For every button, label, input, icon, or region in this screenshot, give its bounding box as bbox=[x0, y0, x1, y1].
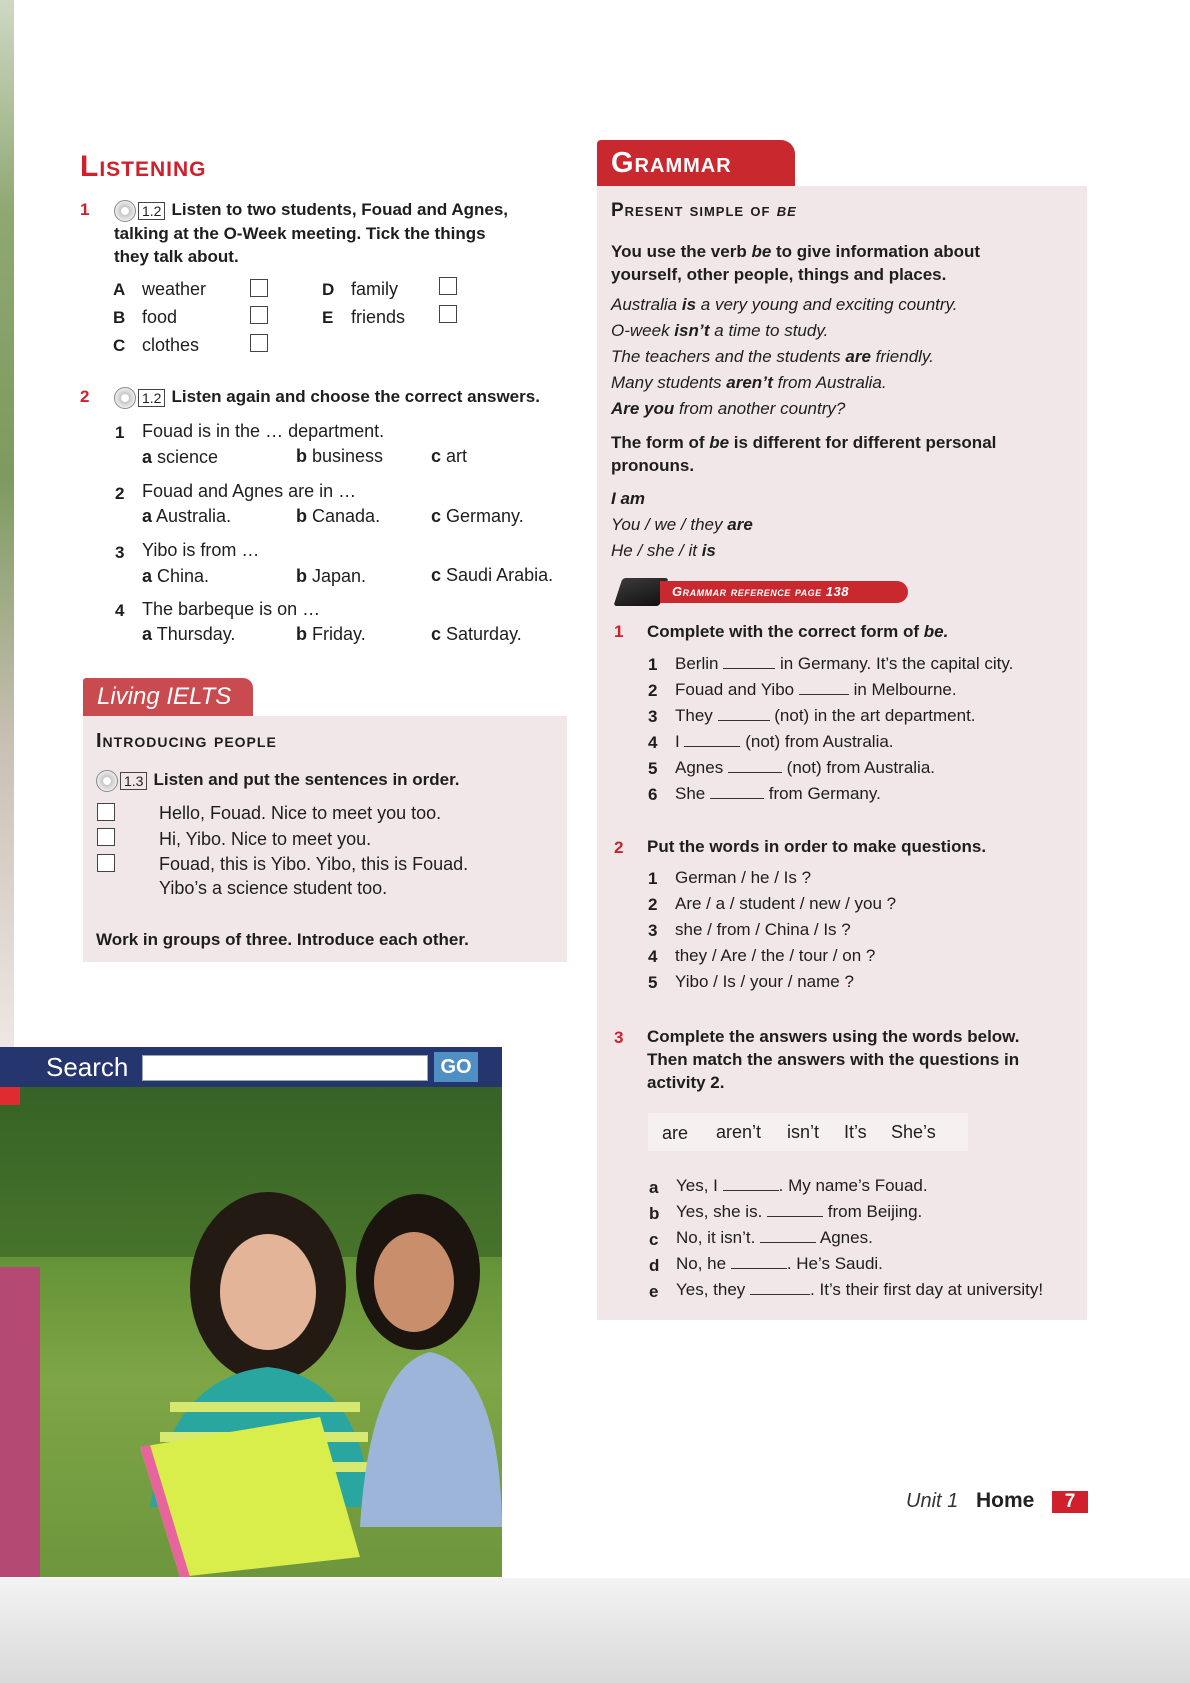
answer-a[interactable]: a science bbox=[142, 447, 219, 467]
blank-input[interactable] bbox=[731, 1268, 787, 1269]
blank-input[interactable] bbox=[718, 720, 770, 721]
ex2-number: 2 bbox=[614, 838, 624, 857]
blank-input[interactable] bbox=[723, 668, 775, 669]
option-e: E bbox=[322, 308, 334, 327]
pronoun-form: I am bbox=[611, 489, 646, 508]
task1-number: 1 bbox=[80, 200, 90, 219]
grammar-tab: Grammar bbox=[597, 140, 795, 186]
option-c: C bbox=[113, 336, 126, 355]
grammar-form-note: The form of be is different for different personal pronouns. bbox=[611, 433, 997, 475]
search-input[interactable] bbox=[142, 1055, 428, 1081]
sentence-order-box[interactable] bbox=[97, 828, 115, 846]
option-d-checkbox[interactable] bbox=[439, 277, 457, 295]
ex2-instruction: Put the words in order to make questions. bbox=[647, 837, 987, 856]
blank-input[interactable] bbox=[767, 1216, 823, 1217]
living-ielts-tab: Living IELTS bbox=[83, 678, 253, 716]
cd-icon bbox=[114, 387, 136, 409]
question-text: Fouad and Agnes are in … bbox=[142, 481, 357, 501]
red-accent bbox=[0, 1087, 20, 1105]
sentence-order-box[interactable] bbox=[97, 854, 115, 872]
ex1-item: 4 bbox=[648, 733, 658, 752]
answer-b[interactable]: b Japan. bbox=[296, 566, 367, 586]
option-e-checkbox[interactable] bbox=[439, 305, 457, 323]
ex3-item-letter: e bbox=[649, 1282, 659, 1301]
word-option: It’s bbox=[844, 1122, 867, 1142]
option-b: B bbox=[113, 308, 126, 327]
task1-instruction: 1.2 Listen to two students, Fouad and Agnes, talking at the O-Week meeting. Tick the things they talk about. bbox=[114, 200, 509, 266]
pronoun-form: He / she / it is bbox=[611, 541, 716, 560]
footer-title: Home bbox=[976, 1489, 1035, 1512]
ex1-item: 3 bbox=[648, 707, 658, 726]
grammar-intro: You use the verb be to give information about yourself, other people, things and places. bbox=[611, 242, 981, 284]
option-e-text: friends bbox=[351, 307, 406, 327]
grammar-example: Are you from another country? bbox=[611, 399, 846, 418]
ex2-item-text: they / Are / the / tour / on ? bbox=[675, 946, 876, 965]
pronoun-form: You / we / they are bbox=[611, 515, 753, 534]
grammar-example: The teachers and the students are friendly. bbox=[611, 347, 934, 366]
listening-title: Listening bbox=[80, 150, 207, 183]
ex2-item-text: she / from / China / Is ? bbox=[675, 920, 851, 939]
students-photo bbox=[0, 1087, 502, 1577]
ex2-item: 2 bbox=[648, 895, 658, 914]
word-option: She’s bbox=[891, 1122, 936, 1142]
blank-input[interactable] bbox=[760, 1242, 816, 1243]
option-c-text: clothes bbox=[142, 335, 200, 355]
ex1-item-text: Fouad and Yibo in Melbourne. bbox=[675, 680, 957, 699]
ex1-item-text: I (not) from Australia. bbox=[675, 732, 894, 751]
ex3-instruction: Complete the answers using the words below. Then match the answers with the questions in activity 2. bbox=[647, 1027, 1020, 1092]
ex1-item: 2 bbox=[648, 681, 658, 700]
question-number: 2 bbox=[115, 484, 125, 503]
ex2-item: 3 bbox=[648, 921, 658, 940]
sentence-3-continued: Yibo’s a science student too. bbox=[159, 878, 388, 898]
grammar-example: Many students aren’t from Australia. bbox=[611, 373, 887, 392]
word-option: are bbox=[662, 1123, 689, 1143]
sentence-order-box[interactable] bbox=[97, 803, 115, 821]
grammar-heading: Present simple of be bbox=[611, 200, 797, 221]
work-in-groups: Work in groups of three. Introduce each other. bbox=[96, 930, 469, 949]
ex3-item-text: No, it isn’t. Agnes. bbox=[676, 1228, 873, 1247]
track-number: 1.2 bbox=[138, 389, 165, 407]
word-option: isn’t bbox=[787, 1122, 820, 1142]
ex1-item: 6 bbox=[648, 785, 658, 804]
ex3-item-text: Yes, I . My name’s Fouad. bbox=[676, 1176, 928, 1195]
option-d: D bbox=[322, 280, 335, 299]
ex3-item-letter: c bbox=[649, 1230, 659, 1249]
option-a-text: weather bbox=[142, 279, 207, 299]
ex2-item: 4 bbox=[648, 947, 658, 966]
grammar-reference[interactable] bbox=[618, 578, 908, 604]
page-number: 7 bbox=[1052, 1491, 1088, 1513]
page-bottom-shadow bbox=[0, 1578, 1190, 1683]
option-a-checkbox[interactable] bbox=[250, 279, 268, 297]
answer-a[interactable]: a China. bbox=[142, 566, 210, 586]
ex1-instruction: Complete with the correct form of be. bbox=[647, 622, 949, 641]
question-number: 4 bbox=[115, 601, 125, 620]
ielts-instruction: 1.3 Listen and put the sentences in order. bbox=[96, 768, 460, 792]
ex1-item-text: Agnes (not) from Australia. bbox=[675, 758, 935, 777]
question-text: The barbeque is on … bbox=[142, 599, 321, 619]
track-number: 1.2 bbox=[138, 202, 165, 220]
ex3-item-letter: d bbox=[649, 1256, 660, 1275]
answer-a[interactable]: a Australia. bbox=[142, 506, 232, 526]
ielts-heading: Introducing people bbox=[96, 730, 277, 752]
ex1-item: 1 bbox=[648, 655, 658, 674]
word-option: aren’t bbox=[716, 1122, 762, 1142]
ex1-item: 5 bbox=[648, 759, 658, 778]
ex3-item-letter: b bbox=[649, 1204, 660, 1223]
sentence-2: Hi, Yibo. Nice to meet you. bbox=[159, 829, 372, 849]
sentence-1: Hello, Fouad. Nice to meet you too. bbox=[159, 803, 442, 823]
ex1-item-text: Berlin in Germany. It’s the capital city. bbox=[675, 654, 1014, 673]
blank-input[interactable] bbox=[799, 694, 849, 695]
search-label: Search bbox=[46, 1052, 129, 1082]
blank-input[interactable] bbox=[710, 798, 764, 799]
ex3-number: 3 bbox=[614, 1028, 624, 1047]
grammar-reference-label: Grammar reference page 138 bbox=[660, 581, 908, 603]
ex2-item: 1 bbox=[648, 869, 658, 888]
answer-c[interactable]: c art bbox=[431, 446, 468, 466]
students-illustration bbox=[0, 1087, 502, 1577]
ex2-item-text: German / he / Is ? bbox=[675, 868, 812, 887]
answer-b[interactable]: b Friday. bbox=[296, 624, 366, 644]
task2-instruction: 1.2 Listen again and choose the correct answers. bbox=[114, 385, 584, 409]
ex2-item-text: Are / a / student / new / you ? bbox=[675, 894, 897, 913]
answer-c[interactable]: c Saturday. bbox=[431, 624, 522, 644]
grammar-example: O-week isn’t a time to study. bbox=[611, 321, 829, 340]
ex3-item-text: Yes, they . It’s their first day at university! bbox=[676, 1280, 1044, 1299]
option-c-checkbox[interactable] bbox=[250, 334, 268, 352]
footer-unit: Unit 1 bbox=[906, 1490, 959, 1512]
blank-input[interactable] bbox=[750, 1294, 810, 1295]
question-text: Yibo is from … bbox=[142, 540, 260, 560]
ex1-item-text: She from Germany. bbox=[675, 784, 881, 803]
question-text: Fouad is in the … department. bbox=[142, 421, 385, 441]
option-b-text: food bbox=[142, 307, 178, 327]
ex1-item-text: They (not) in the art department. bbox=[675, 706, 976, 725]
ex3-item-text: Yes, she is. from Beijing. bbox=[676, 1202, 923, 1221]
go-button[interactable]: GO bbox=[434, 1052, 478, 1082]
ex1-number: 1 bbox=[614, 622, 624, 641]
answer-a[interactable]: a Thursday. bbox=[142, 624, 236, 644]
grammar-example: Australia is a very young and exciting country. bbox=[611, 295, 958, 314]
ex2-item: 5 bbox=[648, 973, 658, 992]
option-d-text: family bbox=[351, 279, 399, 299]
cd-icon bbox=[114, 200, 136, 222]
page-edge-photo bbox=[0, 0, 14, 1060]
question-number: 1 bbox=[115, 423, 125, 442]
option-b-checkbox[interactable] bbox=[250, 306, 268, 324]
blank-input[interactable] bbox=[723, 1190, 779, 1191]
sentence-3: Fouad, this is Yibo. Yibo, this is Fouad. bbox=[159, 854, 469, 874]
answer-c[interactable]: c Germany. bbox=[431, 506, 524, 526]
ex3-item-text: No, he . He’s Saudi. bbox=[676, 1254, 883, 1273]
cd-icon bbox=[96, 770, 118, 792]
blank-input[interactable] bbox=[684, 746, 740, 747]
track-number: 1.3 bbox=[120, 772, 147, 790]
ex3-item-letter: a bbox=[649, 1178, 659, 1197]
question-number: 3 bbox=[115, 543, 125, 562]
ex2-item-text: Yibo / Is / your / name ? bbox=[675, 972, 854, 991]
option-a: A bbox=[113, 280, 126, 299]
answer-b[interactable]: b Canada. bbox=[296, 506, 381, 526]
answer-c[interactable]: c Saudi Arabia. bbox=[431, 565, 554, 585]
blank-input[interactable] bbox=[728, 772, 782, 773]
answer-b[interactable]: b business bbox=[296, 446, 384, 466]
task2-number: 2 bbox=[80, 387, 90, 406]
